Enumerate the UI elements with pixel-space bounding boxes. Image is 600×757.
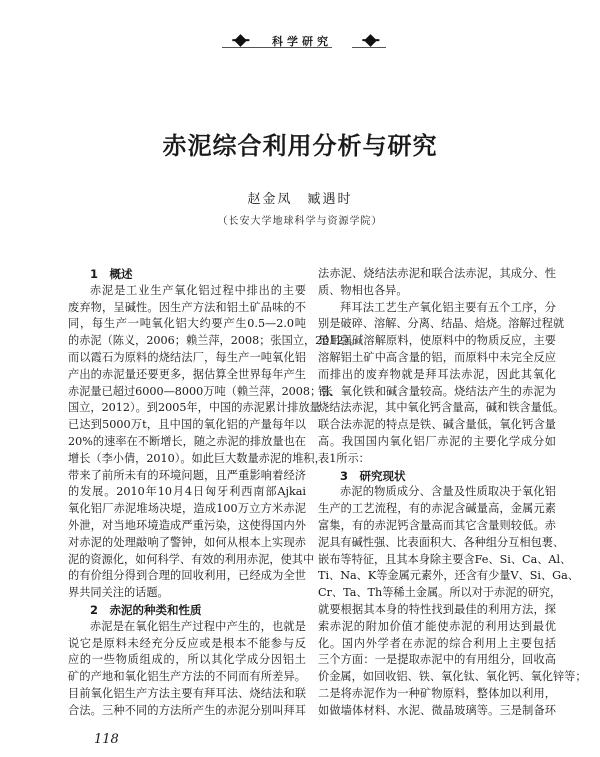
text-line: 烧结法赤泥，其中氧化钙含量高，碱和铁含量低。 — [318, 401, 565, 415]
text-line: 质、物相也各异。 — [318, 283, 408, 297]
text-line: 赤泥是工业生产氧化铝过程中排出的主要 — [90, 283, 306, 297]
text-line: 嵌布等特征，且其本身除主要含Fe、Si、Ca、Al、 — [318, 552, 572, 566]
text-line: Cr、Ta、Th等稀土金属。所以对于赤泥的研究， — [318, 586, 562, 600]
text-line: 目前氧化铝生产方法主要有拜耳法、烧结法和联 — [68, 686, 306, 700]
text-line: 国立，2012）。到2005年，中国的赤泥累计排放量 — [68, 401, 321, 415]
section-heading: 2 赤泥的种类和性质 — [90, 602, 202, 617]
text-line: Ti、Na、K等金属元素外，还含有少量V、Si、Ga、 — [318, 569, 579, 583]
section-heading: 1 概述 — [90, 267, 133, 281]
text-line: 的有价组分得到合理的回收利用，已经成为全世 — [68, 569, 306, 583]
text-line: 外泄，对当地环境造成严重污染，这使得国内外 — [68, 518, 306, 532]
text-line: 别是破碎、溶解、分离、结晶、焙烧。溶解过程就 — [318, 317, 565, 331]
text-line: 赤泥量已超过6000—8000万吨（赖兰萍，2008；张 — [68, 384, 333, 398]
text-line: 氧化铝厂赤泥堆场决堤，造成100万立方米赤泥 — [68, 502, 306, 516]
text-line: 是用强碱溶解原料，使原料中的物质反应，主要 — [318, 334, 556, 348]
section-label: 科学研究 — [272, 35, 332, 48]
text-line: 而以霞石为原料的烧结法厂，每生产一吨氧化铝 — [68, 350, 306, 364]
text-line: 合法。三种不同的方法所产生的赤泥分别叫拜耳 — [68, 703, 306, 717]
article-title: 赤泥综合利用分析与研究 — [162, 131, 438, 160]
authors: 赵金凤 臧遇时 — [247, 192, 353, 207]
text-line: 表1所示： — [318, 451, 370, 465]
text-line: 的赤泥（陈义，2006；赖兰萍，2008；张国立，2012）。 — [68, 334, 361, 348]
text-line: 联合法赤泥的特点是铁、碱含量低，氧化钙含量 — [318, 418, 556, 432]
text-line: 而排出的废弃物就是拜耳法赤泥，因此其氧化 — [318, 367, 556, 381]
text-line: 三个方面：一是提取赤泥中的有用组分，回收高 — [318, 653, 556, 667]
text-line: 增长（李小倩，2010）。如此巨大数量赤泥的堆积， — [68, 451, 326, 465]
text-line: 已达到5000万t，且中国的氧化铝的产量每年以 — [68, 418, 306, 432]
text-line: 价金属，如回收铝、铁、氧化钛、氧化钙、氧化锌等； — [318, 670, 587, 684]
text-line: 二是将赤泥作为一种矿物原料，整体加以利用， — [318, 686, 556, 700]
text-line: 的发展。2010年10月4日匈牙利西南部Ajkai — [68, 485, 306, 499]
diamond-ornament-icon — [364, 34, 377, 47]
right-column — [318, 266, 587, 720]
text-line: 矿的产地和氧化铝生产方法的不同而有所差异。 — [68, 670, 306, 684]
text-line: 应的一些物质组成的，所以其化学成分因铝土 — [68, 653, 306, 667]
header-rule — [352, 47, 386, 48]
text-line: 如做墙体材料、水泥、微晶玻璃等。三是制备环 — [318, 703, 556, 717]
text-line: 同，每生产一吨氧化铝大约要产生0.5—2.0吨 — [68, 317, 306, 331]
section-heading: 3 研究现状 — [340, 468, 406, 483]
text-line: 赤泥是在氧化铝生产过程中产生的，也就是 — [90, 619, 306, 633]
text-line: 就要根据其本身的特性找到最佳的利用方法，探 — [318, 602, 556, 616]
text-line: 铝、氧化铁和碱含量较高。烧结法产生的赤泥为 — [318, 384, 556, 398]
text-line: 化。国内外学者在赤泥的综合利用上主要包括 — [318, 636, 556, 650]
text-line: 泥具有碱性强、比表面积大、各种组分互相包裹、 — [318, 535, 565, 549]
text-line: 溶解铝土矿中高含量的铝，而原料中未完全反应 — [318, 350, 556, 364]
affiliation: （长安大学地球科学与资源学院） — [217, 216, 383, 227]
text-line: 索赤泥的附加价值才能使赤泥的利用达到最优 — [318, 619, 556, 633]
text-line: 富集，有的赤泥钙含量高而其它含量则较低。赤 — [318, 518, 556, 532]
text-line: 赤泥的物质成分、含量及性质取决于氧化铝 — [340, 485, 556, 499]
text-line: 泥的资源化，如何科学、有效的利用赤泥，使其中 — [68, 552, 315, 566]
text-line: 高。我国国内氧化铝厂赤泥的主要化学成分如 — [318, 434, 556, 448]
diamond-ornament-icon — [234, 34, 247, 47]
text-line: 带来了前所未有的环境问题，且严重影响着经济 — [68, 468, 306, 482]
text-line: 界共同关注的话题。 — [68, 586, 169, 600]
running-head — [222, 30, 386, 52]
text-line: 产出的赤泥量还要更多，据估算全世界每年产生 — [68, 367, 306, 381]
text-line: 说它是原料未经充分反应或是根本不能参与反 — [68, 636, 306, 650]
page-number: 118 — [94, 732, 119, 747]
text-line: 对赤泥的处理敲响了警钟，如何从根本上实现赤 — [68, 535, 306, 549]
text-line: 法赤泥、烧结法赤泥和联合法赤泥，其成分、性 — [318, 267, 556, 280]
text-line: 生产的工艺流程，有的赤泥含碱量高，金属元素 — [318, 502, 556, 516]
text-line: 拜耳法工艺生产氧化铝主要有五个工序，分 — [340, 300, 556, 314]
text-line: 废弃物，呈碱性。因生产方法和铝土矿品味的不 — [68, 300, 306, 314]
text-line: 20%的速率在不断增长，随之赤泥的排放量也在 — [68, 434, 306, 448]
